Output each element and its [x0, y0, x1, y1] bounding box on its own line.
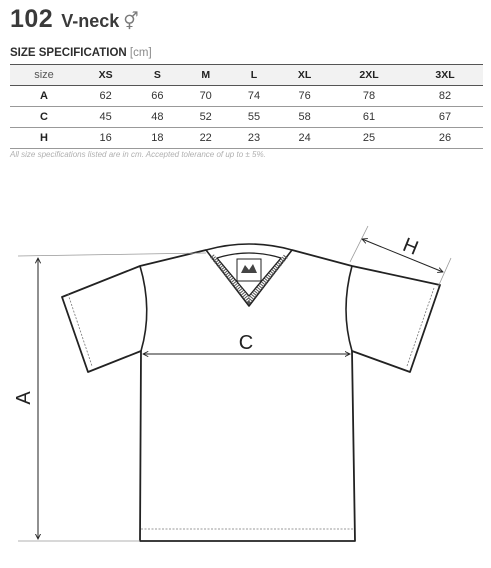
table-cell: 67: [407, 107, 483, 128]
measure-label: H: [10, 128, 78, 149]
unisex-icon: ⚥: [123, 12, 139, 31]
table-cell: 24: [278, 128, 331, 149]
table-cell: 66: [133, 86, 181, 107]
size-header-cell: 3XL: [407, 65, 483, 86]
measure-label: C: [10, 107, 78, 128]
size-header-cell: XS: [78, 65, 133, 86]
table-cell: 76: [278, 86, 331, 107]
size-header-cell: XL: [278, 65, 331, 86]
table-cell: 52: [182, 107, 230, 128]
table-cell: 16: [78, 128, 133, 149]
table-cell: 26: [407, 128, 483, 149]
table-cell: 61: [331, 107, 407, 128]
table-cell: 55: [230, 107, 278, 128]
h-guide-upper: [350, 226, 368, 262]
right-sleeve-seam: [346, 266, 352, 351]
h-guide-lower: [438, 258, 451, 287]
table-cell: 62: [78, 86, 133, 107]
tolerance-note: All size specifications listed are in cm. Accepted tolerance of up to ± 5%.: [10, 150, 266, 159]
table-cell: 22: [182, 128, 230, 149]
table-cell: 45: [78, 107, 133, 128]
size-header-cell: M: [182, 65, 230, 86]
table-cell: 48: [133, 107, 181, 128]
table-cell: 78: [331, 86, 407, 107]
a-guide-top: [18, 253, 206, 256]
table-cell: 23: [230, 128, 278, 149]
product-number: 102: [10, 5, 54, 33]
size-header-cell: S: [133, 65, 181, 86]
left-sleeve-hem: [68, 294, 92, 366]
table-cell: 18: [133, 128, 181, 149]
size-spec-title: SIZE SPECIFICATION: [10, 47, 127, 59]
a-label: A: [13, 391, 35, 405]
size-header-cell: 2XL: [331, 65, 407, 86]
right-sleeve-hem: [407, 288, 434, 366]
left-sleeve-seam: [140, 266, 147, 351]
size-spec-unit: [cm]: [129, 47, 152, 59]
measure-label: A: [10, 86, 78, 107]
table-cell: 70: [182, 86, 230, 107]
table-cell: 25: [331, 128, 407, 149]
table-cell: 82: [407, 86, 483, 107]
size-header-cell: size: [10, 65, 78, 86]
product-name: V-neck: [61, 11, 120, 31]
size-header-cell: L: [230, 65, 278, 86]
c-label: C: [238, 332, 254, 354]
h-label: H: [399, 233, 422, 260]
table-cell: 74: [230, 86, 278, 107]
table-cell: 58: [278, 107, 331, 128]
